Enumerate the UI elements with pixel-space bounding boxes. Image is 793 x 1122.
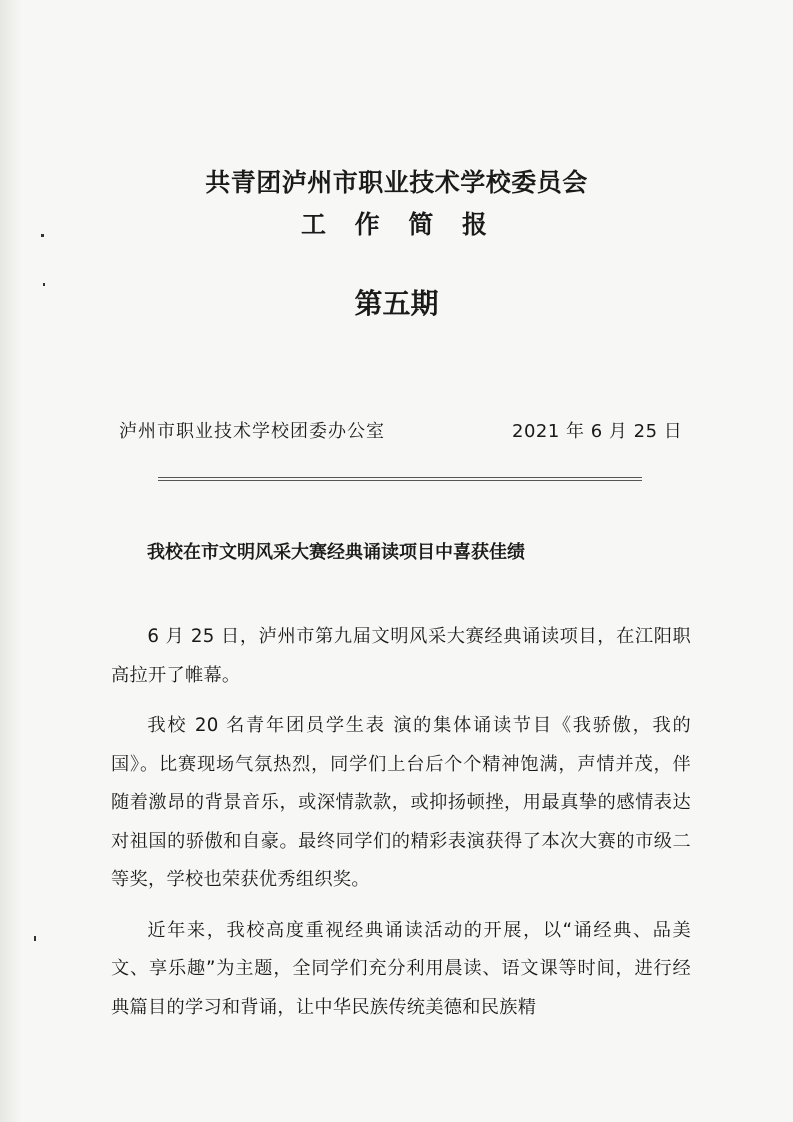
article-paragraph: 我校 20 名青年团员学生表 演的集体诵读节目《我骄傲，我的国》。比赛现场气氛热烈，同学们上台后个个精神饱满，声情并茂，伴随着激昂的背景音乐，或深情款款，或抑扬顿挫，用最真挚的感情表达对祖国的骄傲和自豪。最终同学们的精彩表演获得了本次大赛的市级二等奖，学校也荣获优秀组织奖。: [111, 715, 691, 890]
issue-number: 第五期: [354, 287, 439, 320]
org-title: 共青团泸州市职业技术学校委员会: [205, 168, 588, 197]
issuing-office: 泸州市职业技术学校团委办公室: [119, 421, 385, 442]
issue-date: 2021 年 6 月 25 日: [512, 421, 683, 442]
header-divider: [158, 477, 642, 481]
doc-type-title: 工 作 简 报: [300, 210, 498, 239]
article-body: [111, 618, 691, 1027]
article-headline: 我校在市文明风采大赛经典诵读项目中喜获佳绩: [147, 542, 525, 563]
scan-speck: [34, 936, 36, 941]
article-paragraph: 近年来，我校高度重视经典诵读活动的开展，以“诵经典、品美文、享乐趣”为主题，全同学们充分利用晨读、语文课等时间，进行经典篇目的学习和背诵，让中华民族传统美德和民族精: [111, 919, 691, 1018]
article-paragraph: 6 月 25 日，泸州市第九届文明风采大赛经典诵读项目，在江阳职高拉开了帷幕。: [111, 626, 691, 686]
